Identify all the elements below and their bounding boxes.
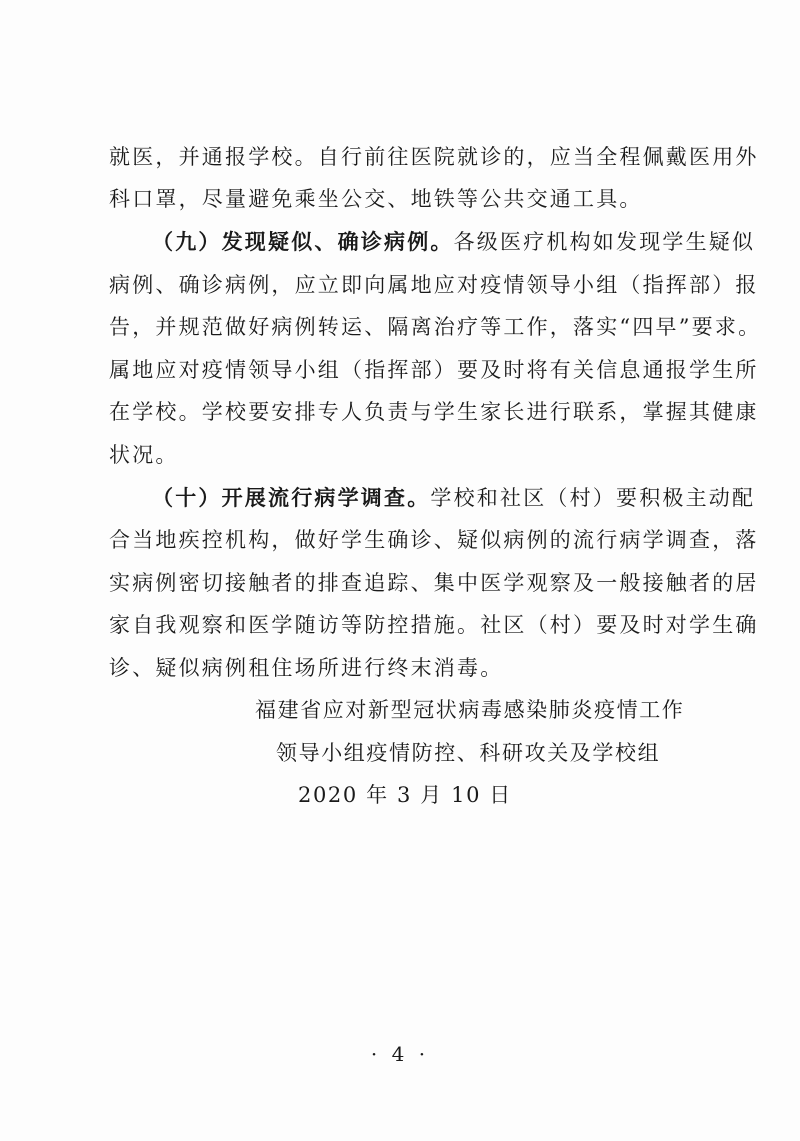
page-number: · 4 · bbox=[370, 1042, 430, 1066]
signature-date: 2020 年 3 月 10 日 bbox=[298, 783, 512, 807]
section-10-first-line bbox=[152, 485, 755, 511]
signature-org-line-1: 福建省应对新型冠状病毒感染肺炎疫情工作 bbox=[255, 698, 685, 722]
section-10-heading: （十）开展流行病学调查。 bbox=[152, 486, 431, 510]
body-line: 在学校。学校要安排专人负责与学生家长进行联系，掌握其健康 bbox=[109, 400, 759, 424]
body-line: 实病例密切接触者的排查追踪、集中医学观察及一般接触者的居 bbox=[109, 571, 759, 595]
section-9-heading: （九）发现疑似、确诊病例。 bbox=[152, 230, 454, 254]
signature-org-line-2: 领导小组疫情防控、科研攻关及学校组 bbox=[276, 741, 661, 765]
body-line: 科口罩，尽量避免乘坐公交、地铁等公共交通工具。 bbox=[109, 187, 643, 211]
section-10-text: 学校和社区（村）要积极主动配 bbox=[430, 486, 756, 510]
body-line: 合当地疾控机构，做好学生确诊、疑似病例的流行病学调查，落 bbox=[109, 528, 759, 552]
body-line: 诊、疑似病例租住场所进行终末消毒。 bbox=[109, 656, 504, 680]
body-line: 告，并规范做好病例转运、隔离治疗等工作，落实“四早”要求。 bbox=[109, 315, 762, 339]
section-9-first-line bbox=[152, 229, 755, 255]
section-9-text: 各级医疗机构如发现学生疑似 bbox=[453, 230, 756, 254]
body-line: 家自我观察和医学随访等防控措施。社区（村）要及时对学生确 bbox=[109, 613, 759, 637]
body-line: 状况。 bbox=[109, 443, 179, 467]
body-line: 就医，并通报学校。自行前往医院就诊的，应当全程佩戴医用外 bbox=[109, 145, 759, 169]
body-line: 属地应对疫情领导小组（指挥部）要及时将有关信息通报学生所 bbox=[109, 358, 759, 382]
body-line: 病例、确诊病例，应立即向属地应对疫情领导小组（指挥部）报 bbox=[109, 273, 759, 297]
